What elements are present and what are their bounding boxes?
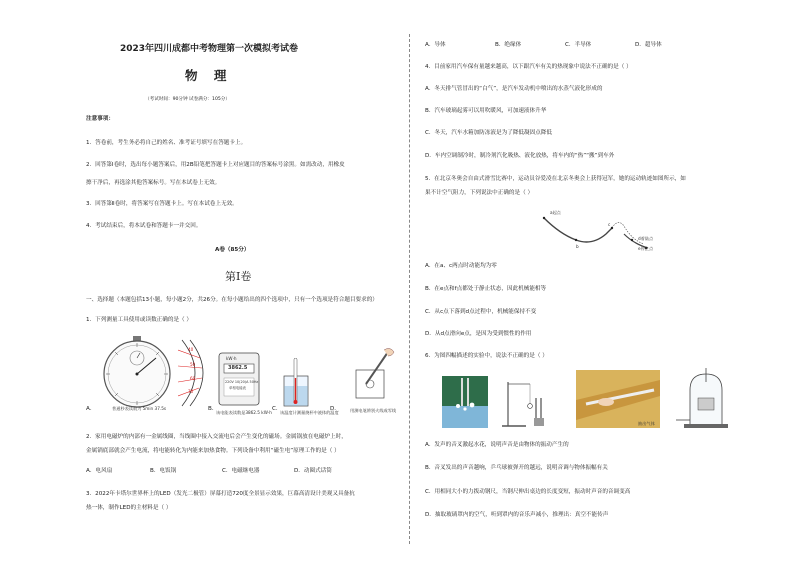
q5-label-c: c (608, 222, 611, 227)
note-2-cont: 擦干净后，再选涂其他答案标号。写在本试卷上无效。 (86, 180, 221, 186)
q4-option-c: C．冬天，汽车水箱加防冻液是为了降低凝固点降低 (425, 130, 552, 136)
ruler-mark-3: 60 (190, 376, 196, 381)
q4-option-d: D．车内空调制冷时，制冷剂汽化吸热、液化放热，将车内的“热”“搬”到车外 (425, 153, 615, 159)
meter-unit: kW·h (226, 356, 237, 361)
q5-stem-2: 果不计空气阻力，下列说法中正确的是（ ） (425, 190, 534, 196)
q6-figures (440, 368, 780, 430)
meter-text-2: 单相电能表 (229, 386, 246, 390)
ruler-mark-1: 40 (188, 347, 194, 352)
q5-option-a: A．在a、c两点时动能均为零 (425, 263, 497, 269)
q2-option-b: B．电饭锅 (150, 468, 177, 474)
q3-option-b: B．绝缘体 (495, 42, 522, 48)
q6-fig-label: 抽出气体 (638, 421, 655, 426)
q2-option-a: A．电风扇 (86, 468, 113, 474)
q5-label-stop: e停止点 (638, 246, 654, 251)
q5-label-start: a起点 (550, 210, 561, 215)
q2-option-d: D．动圈式话筒 (294, 468, 332, 474)
meter-text-1: 220V 10(20)A 50Hz (225, 380, 259, 384)
note-3: 3．回答第Ⅱ卷时，将答案写在答题卡上。写在本试卷上无效。 (86, 201, 238, 207)
note-4: 4．考试结束后，将本试卷和答题卡一并交回。 (86, 223, 202, 229)
bell-jar-figure (676, 368, 736, 430)
q1-stem: 1．下列测量工具使用或读数正确的是（ ） (86, 317, 193, 323)
q5-option-b: B．在e点和f点都处于静止状态，因此机械能相等 (425, 286, 547, 292)
q2-option-c: C．电磁继电器 (222, 468, 260, 474)
q1-label-b: B． (208, 406, 218, 412)
test-pen-figure (348, 344, 398, 406)
steel-ruler-figure (576, 370, 660, 428)
section-a-heading: A卷（85分） (215, 247, 250, 253)
part1-heading: 第Ⅰ卷 (225, 270, 252, 283)
q3-stem-2: 热一体，制作LED的主材料是（ ） (86, 505, 172, 511)
note-2: 2．回答第Ⅰ卷时，选出每小题答案后，用2B铅笔把答题卡上对应题目的答案标号涂黑。如需改动，用橡皮 (86, 162, 345, 168)
part1-instruction: 一、选择题（本题包括13小题，每小题2分，共26分。在每小题给出的四个选项中，只有一个选项是符合题目要求的） (86, 297, 378, 303)
q6-option-d: D．抽取玻璃罩内的空气，听到罩内的音乐声减小，推理出：真空不能传声 (425, 512, 609, 518)
stopwatch-figure (98, 334, 176, 414)
q3-option-c: C．半导体 (565, 42, 592, 48)
q1-label-d: D． (330, 406, 340, 412)
electric-meter-figure (218, 352, 260, 406)
ruler-mark-2: 50 (190, 362, 196, 367)
q2-stem-2: 金属锅底部就会产生电流，将电能转化为内能来加热食物。下列设备中利用“磁生电”原理工作的是（ ） (86, 448, 340, 454)
q1-caption-c: 该温度计测量烧杯中液体的温度 (280, 410, 339, 415)
q5-option-c: C．从c点下落到d点过程中，机械能保持不变 (425, 309, 537, 315)
tuning-fork-water-figure (442, 376, 488, 428)
subject-title: 物 理 (185, 68, 233, 83)
q3-option-a: A．导体 (425, 42, 446, 48)
ruler-figure (178, 338, 214, 408)
q1-label-c: C． (272, 406, 282, 412)
exam-title: 2023年四川成都中考物理第一次模拟考试卷 (120, 44, 299, 54)
right-column (410, 0, 794, 562)
q4-option-b: B．汽车玻璃起雾可以用吹暖风，可加速液体升华 (425, 108, 547, 114)
q1-figures (86, 334, 406, 420)
q1-caption-d: 用测电笔辨别火线或零线 (350, 408, 397, 413)
q4-stem: 4．目前家用汽车保有量越来越高，以下跟汽车有关的热现象中说法不正确的是（ ） (425, 64, 632, 70)
q1-caption-b: 该电能表读数是3862.5 kW·h (216, 410, 272, 415)
q3-stem-1: 3．2022年卡塔尔世界杯上的LED（发光二极管）屏幕打造720度全景显示效果，巨幕高清设计美观又具备抗 (86, 491, 355, 497)
meter-display: 3862.5 (228, 365, 248, 371)
q1-label-a: A． (86, 406, 96, 412)
ruler-mark-4: 70 (188, 389, 194, 394)
q4-option-a: A．冬天排气管冒出的“白气”，是汽车发动机中喷出的水蒸气液化形成的 (425, 86, 603, 92)
q6-option-b: B．音叉发出的声音越响，乒乓球被弹开的越远，说明音调与物体振幅有关 (425, 465, 608, 471)
q5-label-landing: d着陆点 (638, 236, 654, 241)
beaker-figure (280, 358, 314, 408)
note-1: 1．答卷前，考生务必将自己的姓名、准考证号填写在答题卡上。 (86, 140, 247, 146)
q5-label-b: b (576, 244, 579, 249)
q2-stem-1: 2．家用电磁炉的内部有一金属线圈，当线圈中接入交流电后会产生变化的磁场。金属锅放在电磁炉上时， (86, 434, 347, 440)
time-info: （考试时间：90分钟 试卷满分：105分） (145, 97, 230, 102)
q6-stem: 6．为图四幅描述的实验中，说法不正确的是（ ） (425, 353, 548, 359)
q6-option-c: C．用相同大小的力拨动钢尺，当钢尺伸出桌边的长度变短，振动时声音的音调变高 (425, 489, 631, 495)
q3-option-d: D．超导体 (635, 42, 662, 48)
q6-option-a: A．发声的音叉激起水花，说明声音是由物体的振动产生的 (425, 442, 569, 448)
tuning-fork-ball-figure (500, 378, 562, 428)
q1-caption-a: 普通秒表读数为 5min 37.5s (112, 406, 167, 411)
q5-option-d: D．从d点滑向e点，是因为受到惯性的作用 (425, 331, 532, 337)
q5-stem-1: 5．在北京冬奥会自由式滑雪比赛中，运动员谷爱凌在北京冬奥会上获得冠军，她的运动轨迹如图所示，如 (425, 176, 686, 182)
notes-heading: 注意事项： (86, 116, 114, 122)
